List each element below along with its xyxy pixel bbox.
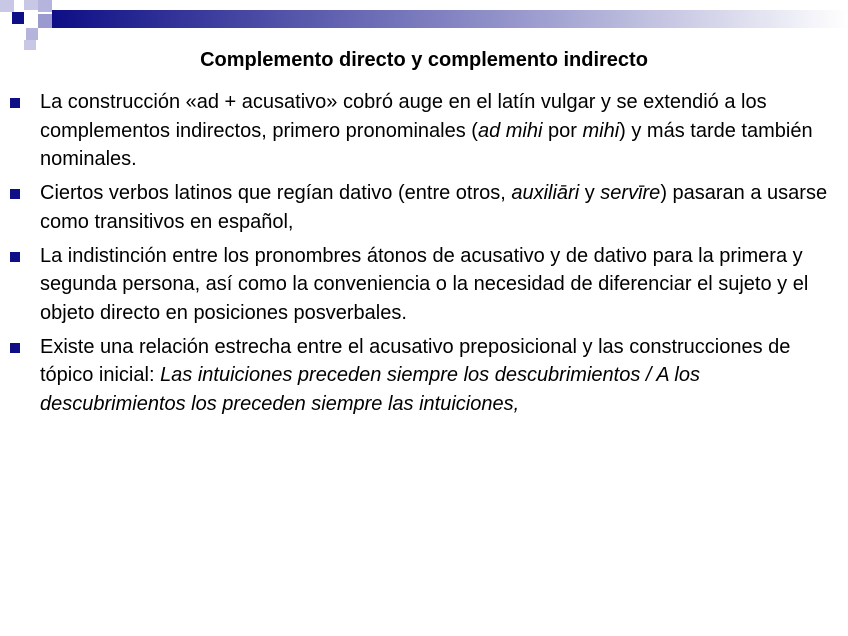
bullet-text-italic: ad mihi xyxy=(477,119,543,142)
bullet-list xyxy=(0,88,848,424)
bullet-text-italic: Las intuiciones preceden siempre los descubrimientos / A los descubrimientos los preceden siempre las intuiciones, xyxy=(40,364,700,415)
deco-square-light-3 xyxy=(38,0,52,12)
square-bullet-icon xyxy=(10,98,20,108)
deco-square-light-2 xyxy=(24,0,38,10)
bullet-text-segment: Existe una relación estrecha entre el acusativo preposicional y las construcciones de tópico inicial: xyxy=(40,335,791,386)
bullet-item xyxy=(0,88,848,174)
bullet-text xyxy=(40,91,813,170)
bullet-text-segment: La indistinción entre los pronombres átonos de acusativo y de dativo para la primera y segunda persona, así como la conveniencia o la necesidad de diferenciar el sujeto y el objeto directo en posiciones posverbales. xyxy=(40,244,809,324)
bullet-text-segment: La construcción «ad + acusativo» cobró auge en el latín vulgar y se extendió a los complementos indirectos, primero pronominales ( xyxy=(40,91,767,142)
square-bullet-icon xyxy=(10,343,20,353)
slide-title: Complemento directo y complemento indirecto xyxy=(200,49,648,71)
header-gradient-band xyxy=(52,10,848,28)
bullet-item xyxy=(0,242,848,328)
bullet-text-segment: ) y más tarde también nominales. xyxy=(40,119,813,170)
bullet-text-italic: mihi xyxy=(582,119,620,142)
square-bullet-icon xyxy=(10,252,20,262)
deco-square-light-4 xyxy=(38,14,52,28)
square-bullet-icon xyxy=(10,189,20,199)
bullet-text-segment: y xyxy=(579,182,601,204)
bullet-text-italic: servīre xyxy=(600,182,661,204)
bullet-item xyxy=(0,333,848,419)
deco-square-dark xyxy=(12,12,24,24)
bullet-text-segment: Ciertos verbos latinos que regían dativo (entre otros, xyxy=(40,182,512,204)
bullet-text xyxy=(40,336,790,415)
deco-square-light-1 xyxy=(0,0,14,12)
bullet-text xyxy=(40,182,827,233)
bullet-text-italic: auxiliāri xyxy=(511,182,580,204)
bullet-text-segment: por xyxy=(542,119,583,142)
deco-square-light-5 xyxy=(26,28,38,40)
bullet-item xyxy=(0,179,848,236)
bullet-text xyxy=(40,245,808,324)
bullet-text-segment: ) pasaran a usarse como transitivos en español, xyxy=(40,182,828,233)
